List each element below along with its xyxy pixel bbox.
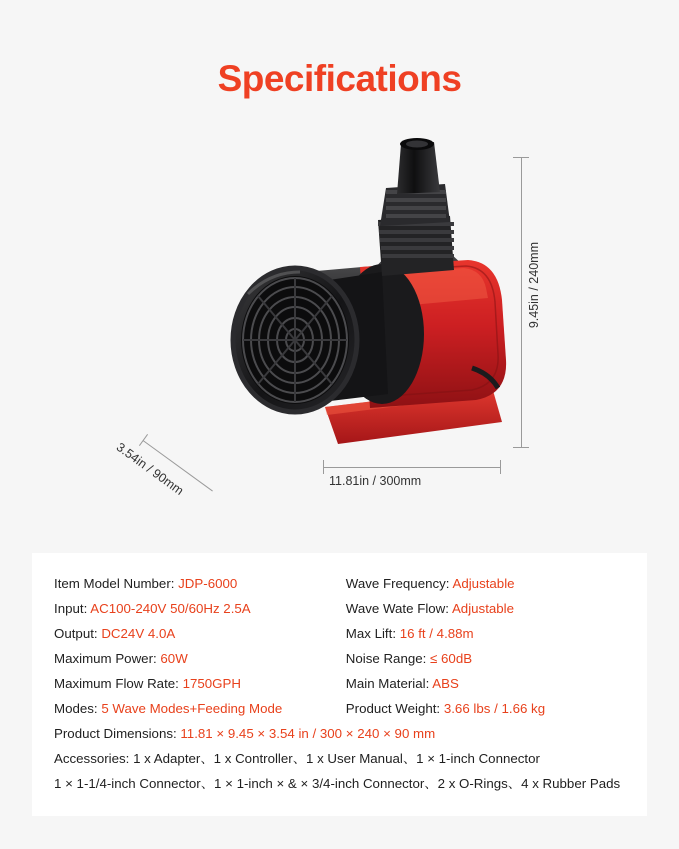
specifications-left-column	[54, 571, 346, 721]
height-dimension-cap-bottom	[513, 447, 529, 448]
spec-value: DC24V 4.0A	[101, 626, 176, 641]
spec-row	[346, 596, 625, 621]
spec-label: Item Model Number:	[54, 576, 175, 591]
spec-label: Product Dimensions:	[54, 726, 177, 741]
spec-label: Maximum Flow Rate:	[54, 676, 179, 691]
spec-row	[54, 671, 346, 696]
spec-row	[54, 646, 346, 671]
spec-row	[54, 696, 346, 721]
spec-value: Adjustable	[451, 601, 515, 616]
page-title: Specifications	[217, 58, 462, 99]
spec-label: Wave Wate Flow:	[345, 601, 449, 616]
spec-label: Main Material:	[345, 676, 430, 691]
spec-value: 11.81 × 9.45 × 3.54 in / 300 × 240 × 90 mm	[180, 726, 436, 741]
height-dimension-line	[521, 157, 522, 447]
spec-value: 5 Wave Modes+Feeding Mode	[101, 701, 283, 716]
spec-label: Maximum Power:	[54, 651, 157, 666]
accessories-line-2: 1 × 1-1/4-inch Connector、1 × 1-inch × & × 3/4-inch Connector、2 x O-Rings、4 x Rubber Pads	[54, 776, 621, 791]
spec-row-dimensions	[54, 721, 625, 746]
spec-value: 3.66 lbs / 1.66 kg	[443, 701, 546, 716]
product-image	[120, 122, 520, 482]
accessories-line-1: Accessories: 1 x Adapter、1 x Controller、1 x User Manual、1 × 1-inch Connector	[54, 751, 540, 766]
depth-dimension-label: 3.54in / 90mm	[113, 440, 187, 498]
specifications-right-column	[346, 571, 625, 721]
height-dimension-label: 9.45in / 240mm	[527, 242, 541, 329]
spec-value: JDP-6000	[178, 576, 238, 591]
spec-row	[54, 571, 346, 596]
spec-row	[346, 571, 625, 596]
spec-label: Output:	[54, 626, 98, 641]
width-dimension-line	[323, 467, 501, 468]
spec-row	[54, 621, 346, 646]
spec-label: Max Lift:	[345, 626, 397, 641]
spec-label: Input:	[54, 601, 88, 616]
spec-value: ABS	[432, 676, 459, 691]
spec-row	[346, 671, 625, 696]
spec-label: Wave Frequency:	[345, 576, 450, 591]
product-diagram	[0, 122, 679, 542]
specifications-panel	[32, 553, 647, 816]
spec-label: Modes:	[54, 701, 98, 716]
spec-value: 60W	[160, 651, 188, 666]
spec-value: 1750GPH	[182, 676, 241, 691]
specifications-grid	[54, 571, 625, 721]
spec-label: Product Weight:	[345, 701, 441, 716]
spec-value: ≤ 60dB	[430, 651, 473, 666]
spec-value: 16 ft / 4.88m	[399, 626, 474, 641]
height-dimension-cap-top	[513, 157, 529, 158]
spec-label: Noise Range:	[345, 651, 427, 666]
spec-row	[346, 621, 625, 646]
spec-value: Adjustable	[452, 576, 515, 591]
spec-row	[54, 596, 346, 621]
width-dimension-cap-left	[323, 460, 324, 474]
spec-row	[346, 646, 625, 671]
spec-value: AC100-240V 50/60Hz 2.5A	[90, 601, 251, 616]
width-dimension-label: 11.81in / 300mm	[329, 474, 422, 488]
width-dimension-cap-right	[500, 460, 501, 474]
spec-row	[346, 696, 625, 721]
